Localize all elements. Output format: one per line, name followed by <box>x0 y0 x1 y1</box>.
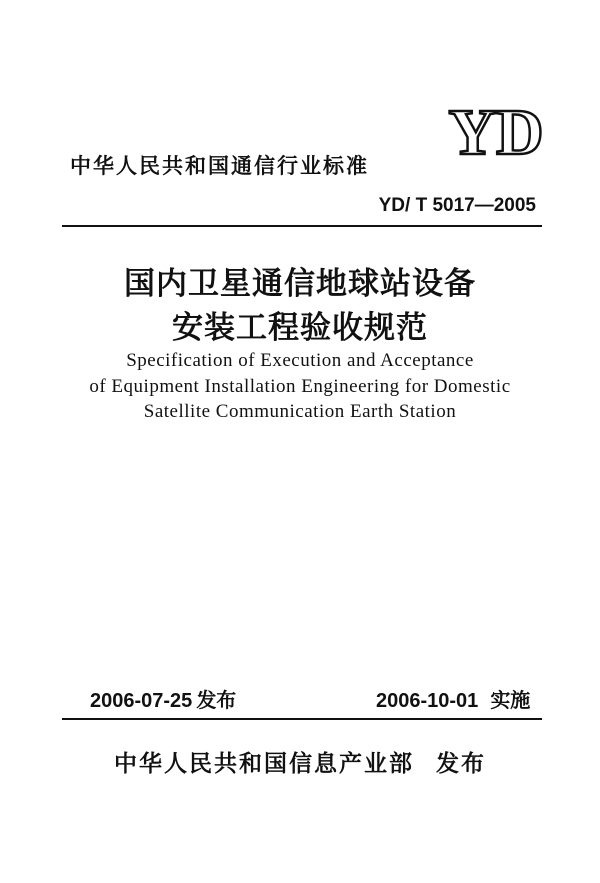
bottom-divider <box>62 718 542 720</box>
issue-date <box>90 684 236 713</box>
publisher-name: 中华人民共和国信息产业部 <box>114 751 414 777</box>
yd-logo <box>438 96 554 166</box>
publisher-action: 发布 <box>436 751 486 777</box>
top-divider <box>62 225 542 227</box>
title-zh-line1: 国内卫星通信地球站设备 <box>124 266 476 302</box>
logo-text: YD <box>448 96 544 166</box>
title-zh-line2: 安装工程验收规范 <box>172 310 428 346</box>
implement-date-value: 2006-10-01 <box>376 690 479 712</box>
implement-date <box>376 684 530 713</box>
issue-label: 发布 <box>196 690 237 712</box>
title-en-line3: Satellite Communication Earth Station <box>143 401 457 422</box>
issue-date-value: 2006-07-25 <box>90 690 193 712</box>
standard-number: YD/ T 5017—2005 <box>378 195 536 216</box>
title-en-line1: Specification of Execution and Acceptance <box>126 350 474 371</box>
standard-type: 中华人民共和国通信行业标准 <box>70 154 369 178</box>
publisher <box>0 745 600 778</box>
implement-label: 实施 <box>490 690 531 712</box>
title-en-line2: of Equipment Installation Engineering for Domestic <box>89 376 511 397</box>
